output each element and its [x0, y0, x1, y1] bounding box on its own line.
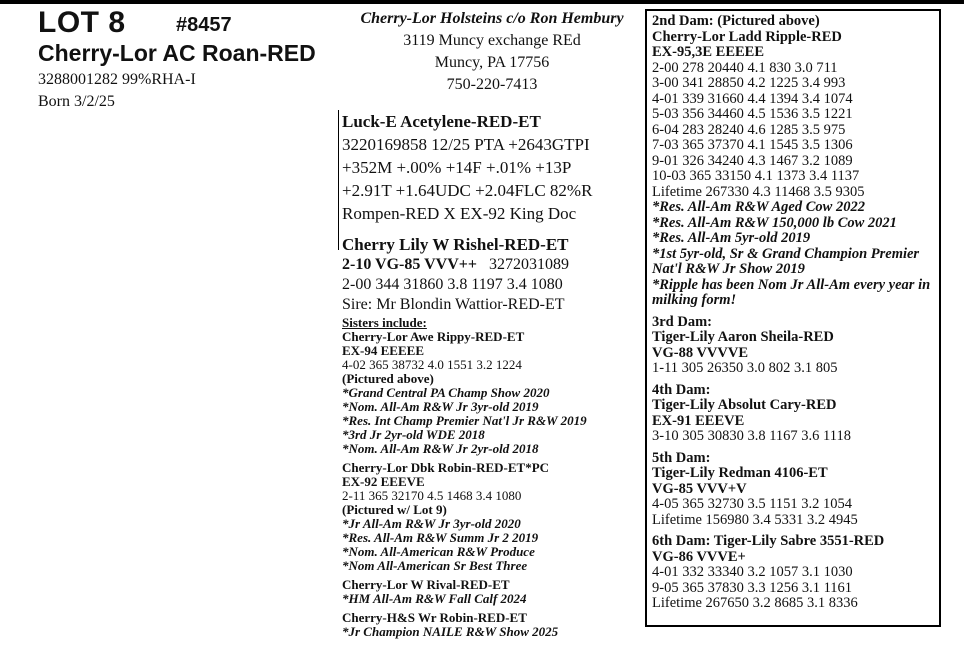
lot-label: LOT 8	[38, 6, 126, 39]
dam-honor: *Res. All-Am R&W Aged Cow 2022	[652, 199, 865, 215]
dam-record: 9-01 326 34240 4.3 1467 3.2 1089	[652, 152, 853, 169]
sister-honor: *Res. All-Am R&W Summ Jr 2 2019	[342, 530, 539, 545]
dam-class: EX-91 EEEVE	[652, 412, 745, 429]
animal-registration: 3288001282 99%RHA-I	[38, 71, 196, 88]
animal-birthdate: Born 3/2/25	[38, 93, 115, 110]
sister-honor: *Jr Champion NAILE R&W Show 2025	[342, 624, 559, 639]
sister-entry	[342, 461, 642, 573]
sire-line: Rompen-RED X EX-92 King Doc	[342, 204, 577, 223]
dam-heading: 6th Dam: Tiger-Lily Sabre 3551-RED	[652, 533, 885, 549]
sire-line: +352M +.00% +14F +.01% +13P	[342, 158, 572, 177]
dam-record: 5-03 356 34460 4.5 1536 3.5 1221	[652, 106, 853, 122]
dam-registration: 3272031089	[488, 256, 569, 273]
dam-name: Tiger-Lily Redman 4106-ET	[652, 465, 828, 481]
dam-heading: 3rd Dam:	[652, 313, 713, 330]
sister-name: Cherry-Lor Awe Rippy-RED-ET	[342, 329, 525, 344]
sister-name: Cherry-Lor Dbk Robin-RED-ET*PC	[342, 460, 550, 475]
dam-record: 3-10 305 30830 3.8 1167 3.6 1118	[652, 428, 851, 444]
dam-lifetime: Lifetime 156980 3.4 5331 3.2 4945	[652, 511, 858, 528]
dam-record: 10-03 365 33150 4.1 1373 3.4 1137	[652, 168, 860, 184]
dam-class: EX-95,3E EEEEE	[652, 44, 764, 60]
dam-sire: Sire: Mr Blondin Wattior-RED-ET	[342, 296, 565, 313]
dam-heading: 5th Dam:	[652, 449, 711, 466]
sister-class: EX-92 EEEVE	[342, 474, 425, 489]
dam-record: 9-05 365 37830 3.3 1256 3.1 1161	[652, 579, 853, 596]
dam-honor: *Ripple has been Nom Jr All-Am every year in milking form!	[652, 276, 931, 308]
sister-entry	[342, 330, 642, 456]
dam-record: 6-04 283 28240 4.6 1285 3.5 975	[652, 121, 846, 138]
sister-honor: *Jr All-Am R&W Jr 3yr-old 2020	[342, 516, 521, 531]
sister-name: Cherry-Lor W Rival-RED-ET	[342, 577, 510, 592]
dam-record: 7-03 365 37370 4.1 1545 3.5 1306	[652, 137, 853, 153]
sister-honor: *Nom All-American Sr Best Three	[342, 558, 528, 573]
sister-entry	[342, 611, 642, 639]
dam-heading: 2nd Dam: (Pictured above)	[652, 13, 820, 29]
sister-honor: *Nom. All-Am R&W Jr 3yr-old 2019	[342, 399, 539, 414]
animal-name: Cherry-Lor AC Roan-RED	[38, 40, 316, 66]
dam-lifetime: Lifetime 267330 4.3 11468 3.5 9305	[652, 183, 865, 200]
dam-name: Cherry-Lor Ladd Ripple-RED	[652, 28, 842, 45]
dam-honor: *1st 5yr-old, Sr & Grand Champion Premier Nat'l R&W Jr Show 2019	[652, 245, 920, 277]
sister-name: Cherry-H&S Wr Robin-RED-ET	[342, 610, 527, 625]
sister-record: 4-02 365 38732 4.0 1551 3.2 1224	[342, 357, 522, 372]
consignor-city: Muncy, PA 17756	[434, 54, 550, 71]
third-dam	[652, 315, 938, 377]
dam-name: Tiger-Lily Aaron Sheila-RED	[652, 329, 834, 345]
consignor-block	[344, 8, 640, 96]
sisters-heading: Sisters include:	[342, 315, 427, 330]
dam-block	[342, 235, 569, 315]
sire-name: Luck-E Acetylene-RED-ET	[342, 112, 541, 131]
sire-block	[342, 110, 592, 225]
sire-line: +2.91T +1.64UDC +2.04FLC 82%R	[342, 181, 593, 200]
dam-class: VG-88 VVVVE	[652, 344, 748, 361]
dam-record: 1-11 305 26350 3.0 802 3.1 805	[652, 360, 838, 376]
second-dam	[652, 14, 938, 309]
consignor-title: Cherry-Lor Holsteins c/o Ron Hembury	[360, 10, 624, 27]
dam-record: 3-00 341 28850 4.2 1225 3.4 993	[652, 75, 846, 91]
consignor-street: 3119 Muncy exchange REd	[403, 32, 581, 49]
dam-name: Cherry Lily W Rishel-RED-ET	[342, 235, 569, 254]
sixth-dam	[652, 534, 938, 612]
consignor-phone: 750-220-7413	[446, 76, 538, 93]
sire-rule	[338, 110, 339, 250]
sisters-block	[342, 316, 642, 644]
dam-honor: *Res. All-Am 5yr-old 2019	[652, 230, 811, 246]
sister-honor: *Res. Int Champ Premier Nat'l Jr R&W 2019	[342, 413, 587, 428]
dam-record: 2-00 278 20440 4.1 830 3.0 711	[652, 59, 838, 76]
dam-record: 4-05 365 32730 3.5 1151 3.2 1054	[652, 496, 853, 512]
sister-note: (Pictured above)	[342, 371, 434, 386]
maternal-pedigree	[652, 14, 938, 618]
sister-honor: *HM All-Am R&W Fall Calf 2024	[342, 591, 527, 606]
sister-honor: *Nom. All-American R&W Produce	[342, 544, 535, 559]
sire-line: 3220169858 12/25 PTA +2643GTPI	[342, 135, 590, 154]
dam-name: Tiger-Lily Absolut Cary-RED	[652, 397, 837, 413]
fourth-dam	[652, 383, 938, 445]
dam-class: VG-85 VVV+V	[652, 480, 747, 497]
dam-lifetime: Lifetime 267650 3.2 8685 3.1 8336	[652, 595, 858, 611]
top-rule	[0, 0, 964, 4]
lot-number: #8457	[176, 14, 232, 36]
dam-record: 4-01 332 33340 3.2 1057 3.1 1030	[652, 564, 853, 580]
sister-honor: *Nom. All-Am R&W Jr 2yr-old 2018	[342, 441, 539, 456]
sister-entry	[342, 578, 642, 606]
dam-class: 2-10 VG-85 VVV++	[342, 256, 477, 273]
fifth-dam	[652, 451, 938, 529]
dam-heading: 4th Dam:	[652, 381, 711, 398]
dam-class: VG-86 VVVE+	[652, 548, 746, 565]
sister-record: 2-11 365 32170 4.5 1468 3.4 1080	[342, 488, 522, 503]
dam-record: 2-00 344 31860 3.8 1197 3.4 1080	[342, 276, 563, 293]
sister-note: (Pictured w/ Lot 9)	[342, 502, 447, 517]
sister-class: EX-94 EEEEE	[342, 343, 424, 358]
sister-honor: *Grand Central PA Champ Show 2020	[342, 385, 550, 400]
sister-honor: *3rd Jr 2yr-old WDE 2018	[342, 427, 485, 442]
dam-record: 4-01 339 31660 4.4 1394 3.4 1074	[652, 90, 853, 107]
dam-honor: *Res. All-Am R&W 150,000 lb Cow 2021	[652, 214, 897, 231]
